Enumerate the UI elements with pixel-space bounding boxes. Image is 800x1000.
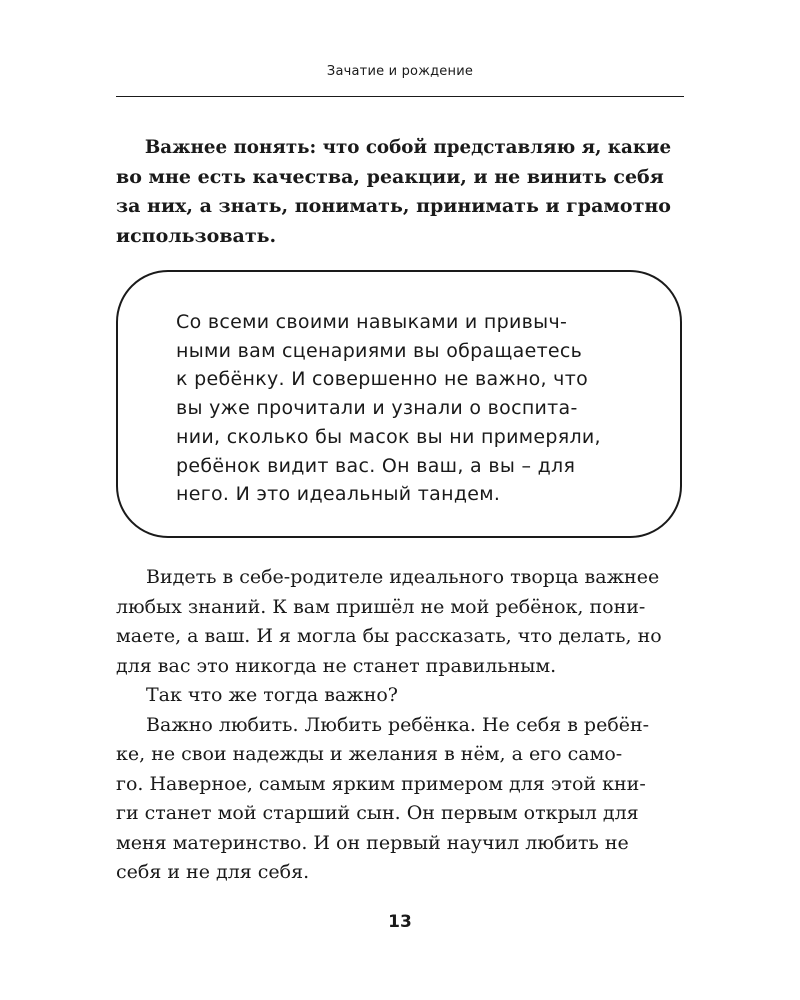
lead-line: за них, а знать, понимать, принимать и грамотно xyxy=(116,195,671,217)
body-line: маете, а ваш. И я могла бы рассказать, что делать, но xyxy=(116,625,662,647)
page-number: 13 xyxy=(388,912,412,932)
body-line: ги станет мой старший сын. Он первым открыл для xyxy=(116,802,639,824)
callout-line: ребёнок видит вас. Он ваш, а вы – для xyxy=(176,454,576,477)
callout-box xyxy=(116,270,682,538)
callout-line: Со всеми своими навыками и привыч- xyxy=(176,311,568,333)
callout-line: нии, сколько бы масок вы ни примеряли, xyxy=(176,425,601,448)
body-line: себя и не для себя. xyxy=(116,861,310,883)
callout-line: него. И это идеальный тандем. xyxy=(176,483,501,506)
running-title: Зачатие и рождение xyxy=(326,64,474,79)
lead-line: Важнее понять: что собой представляю я, какие xyxy=(144,136,672,158)
body-line: го. Наверное, самым ярким примером для этой кни- xyxy=(116,772,646,795)
callout-line: к ребёнку. И совершенно не важно, что xyxy=(176,368,589,391)
callout-line: вы уже прочитали и узнали о воспита- xyxy=(176,397,578,420)
body-text xyxy=(116,563,700,888)
body-line: Важно любить. Любить ребёнка. Не себя в ребён- xyxy=(146,713,650,736)
lead-line: во мне есть качества, реакции, и не винить себя xyxy=(116,165,664,188)
body-line: любых знаний. К вам пришёл не мой ребёнок, пони- xyxy=(116,595,646,618)
body-line: ке, не свои надежды и желания в нём, а его само- xyxy=(116,743,623,765)
body-line: Видеть в себе-родителе идеального творца важнее xyxy=(146,566,660,588)
body-paragraph xyxy=(116,563,700,681)
callout-line: ными вам сценариями вы обращаетесь xyxy=(176,339,583,362)
lead-line: использовать. xyxy=(116,224,277,247)
callout-text xyxy=(176,308,601,509)
body-line: Так что же тогда важно? xyxy=(146,684,398,706)
body-paragraph xyxy=(116,711,700,888)
body-line: для вас это никогда не станет правильным. xyxy=(116,654,557,677)
body-paragraph xyxy=(116,681,700,711)
body-line: меня материнство. И он первый научил любить не xyxy=(116,831,629,854)
header-divider xyxy=(116,96,684,97)
lead-paragraph xyxy=(116,133,700,251)
